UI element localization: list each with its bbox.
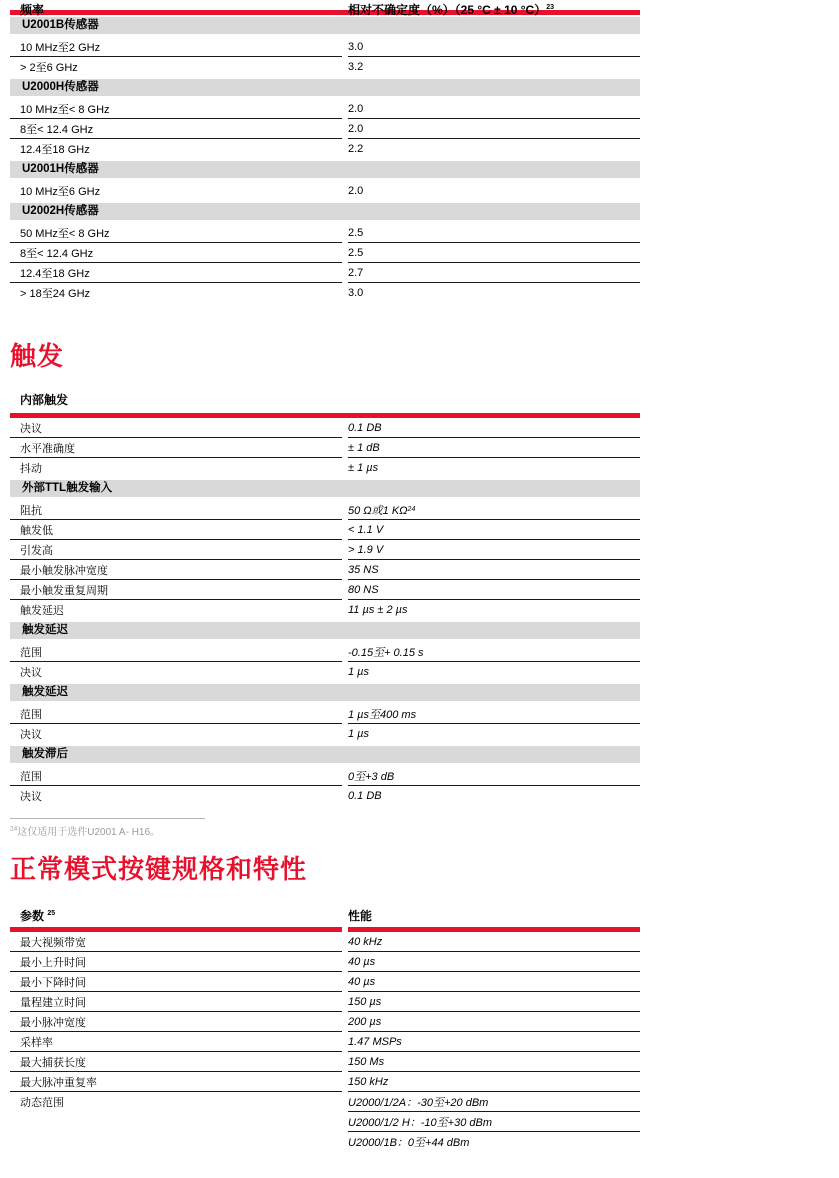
param-value: 3.0 bbox=[348, 37, 640, 57]
spec-row bbox=[10, 520, 640, 540]
spec-row bbox=[10, 1012, 640, 1032]
param-value: 1 µs bbox=[348, 728, 370, 740]
spec-row bbox=[10, 139, 640, 159]
spec-row bbox=[10, 766, 640, 786]
param-label: 范围 bbox=[10, 766, 342, 786]
param-value: 2.0 bbox=[348, 119, 640, 139]
footnote-ref-23: 23 bbox=[546, 4, 555, 11]
spec-row bbox=[10, 263, 640, 283]
freq-column-header: 频率 bbox=[20, 3, 45, 17]
param-label: > 18至24 GHz bbox=[20, 288, 91, 300]
spec-row bbox=[10, 600, 640, 620]
param-label: 最小触发重复周期 bbox=[10, 580, 342, 600]
uncertainty-column-header: 相对不确定度（%）（25 °C ± 10 °C）$^{23}$ bbox=[348, 3, 555, 17]
param-label bbox=[10, 1132, 342, 1152]
param-label: 最大捕获长度 bbox=[10, 1052, 342, 1072]
spec-row bbox=[10, 932, 640, 952]
spec-row bbox=[10, 972, 640, 992]
performance-column-header: 性能 bbox=[348, 909, 373, 923]
internal-trigger-subheader: 内部触发 bbox=[20, 393, 69, 407]
param-value: U2000/1/2A：-30至+20 dBm bbox=[348, 1092, 640, 1112]
param-label: 12.4至18 GHz bbox=[10, 263, 342, 283]
param-label: 最大脉冲重复率 bbox=[10, 1072, 342, 1092]
normal-mode-table-body bbox=[10, 932, 640, 1152]
section-band: 触发延迟 bbox=[10, 684, 640, 701]
param-value: 2.7 bbox=[348, 263, 640, 283]
param-label: 10 MHz至6 GHz bbox=[20, 186, 101, 198]
param-label: 抖动 bbox=[20, 463, 42, 475]
param-label: 决议 bbox=[20, 791, 42, 803]
spec-row bbox=[10, 243, 640, 263]
param-value: 0至+3 dB bbox=[348, 766, 640, 786]
param-label: 量程建立时间 bbox=[10, 992, 342, 1012]
param-value: 50 Ω或1 KΩ 24 bbox=[348, 500, 640, 520]
spec-row bbox=[10, 786, 640, 806]
spec-row bbox=[10, 458, 640, 478]
spec-row bbox=[10, 37, 640, 57]
param-value: 3.2 bbox=[348, 61, 364, 73]
param-value: < 1.1 V bbox=[348, 520, 640, 540]
param-value: 11 µs ± 2 µs bbox=[348, 604, 408, 616]
param-value: 2.5 bbox=[348, 243, 640, 263]
footnote-divider bbox=[10, 818, 205, 819]
footnote-24: $^{24}$这仅适用于选件U2001 A- H16。 bbox=[10, 825, 161, 838]
spec-row bbox=[10, 99, 640, 119]
spec-row bbox=[10, 724, 640, 744]
param-label: 引发高 bbox=[10, 540, 342, 560]
param-label: 最小下降时间 bbox=[10, 972, 342, 992]
section-band: 触发滞后 bbox=[10, 746, 640, 763]
param-value: 1 µs bbox=[348, 666, 370, 678]
spec-row bbox=[10, 580, 640, 600]
param-label: 决议 bbox=[10, 418, 342, 438]
spec-row bbox=[10, 1072, 640, 1092]
footnote-ref-25: 25 bbox=[47, 910, 56, 917]
param-label: 最小上升时间 bbox=[10, 952, 342, 972]
spec-row bbox=[10, 1092, 640, 1112]
param-label: 触发延迟 bbox=[20, 605, 64, 617]
spec-row bbox=[10, 704, 640, 724]
spec-row bbox=[10, 1132, 640, 1152]
spec-row bbox=[10, 500, 640, 520]
spec-row bbox=[10, 540, 640, 560]
frequency-uncertainty-table bbox=[10, 10, 640, 303]
param-label: 范围 bbox=[10, 704, 342, 724]
param-label: 决议 bbox=[20, 729, 42, 741]
param-label: 范围 bbox=[10, 642, 342, 662]
param-value: 200 µs bbox=[348, 1012, 640, 1032]
param-value: 35 NS bbox=[348, 560, 640, 580]
param-label: 最小触发脉冲宽度 bbox=[10, 560, 342, 580]
param-value: 150 Ms bbox=[348, 1052, 640, 1072]
trigger-spec-table bbox=[10, 413, 640, 806]
section-band: 外部TTL触发输入 bbox=[10, 480, 640, 497]
param-value: 1.47 MSPs bbox=[348, 1032, 640, 1052]
trigger-section-title: 触发 bbox=[10, 341, 65, 371]
param-value: > 1.9 V bbox=[348, 540, 640, 560]
spec-row bbox=[10, 223, 640, 243]
param-value: ± 1 µs bbox=[348, 462, 379, 474]
normal-mode-section-title: 正常模式按键规格和特性 bbox=[10, 854, 308, 884]
freq-table-header-row bbox=[10, 1, 640, 19]
param-label: 50 MHz至< 8 GHz bbox=[10, 223, 342, 243]
section-band: U2001H传感器 bbox=[10, 161, 640, 178]
param-label: 动态范围 bbox=[20, 1097, 64, 1109]
param-value: 150 µs bbox=[348, 992, 640, 1012]
param-label: 水平准确度 bbox=[10, 438, 342, 458]
spec-row bbox=[10, 642, 640, 662]
param-value: 0.1 DB bbox=[348, 418, 640, 438]
param-label: 最小脉冲宽度 bbox=[10, 1012, 342, 1032]
param-label: 决议 bbox=[20, 667, 42, 679]
param-value: U2000/1/2 H：-10至+30 dBm bbox=[348, 1112, 640, 1132]
spec-row bbox=[10, 560, 640, 580]
spec-row bbox=[10, 992, 640, 1012]
normal-mode-spec-table bbox=[10, 927, 640, 1152]
normal-mode-header-row bbox=[10, 908, 640, 924]
param-value: 40 kHz bbox=[348, 932, 640, 952]
trigger-table-body bbox=[10, 418, 640, 806]
spec-row bbox=[10, 1052, 640, 1072]
param-value: 3.0 bbox=[348, 287, 364, 299]
param-value: -0.15至+ 0.15 s bbox=[348, 642, 640, 662]
spec-row bbox=[10, 283, 640, 303]
spec-row bbox=[10, 438, 640, 458]
param-value: 40 µs bbox=[348, 972, 640, 992]
param-label: 最大视频带宽 bbox=[10, 932, 342, 952]
spec-row bbox=[10, 119, 640, 139]
spec-row bbox=[10, 952, 640, 972]
param-label: 触发低 bbox=[10, 520, 342, 540]
spec-row bbox=[10, 181, 640, 201]
param-value: 0.1 DB bbox=[348, 790, 382, 802]
param-value: 40 µs bbox=[348, 952, 640, 972]
spec-row bbox=[10, 1032, 640, 1052]
section-band: U2002H传感器 bbox=[10, 203, 640, 220]
param-label: 8至< 12.4 GHz bbox=[10, 119, 342, 139]
datasheet-page bbox=[0, 3, 839, 1178]
param-value: 150 kHz bbox=[348, 1072, 640, 1092]
spec-row bbox=[10, 662, 640, 682]
section-band: U2000H传感器 bbox=[10, 79, 640, 96]
param-label: 阻抗 bbox=[10, 500, 342, 520]
param-label: > 2至6 GHz bbox=[20, 62, 78, 74]
section-band: U2001B传感器 bbox=[10, 17, 640, 34]
param-value: 2.0 bbox=[348, 99, 640, 119]
section-band: 触发延迟 bbox=[10, 622, 640, 639]
param-label: 12.4至18 GHz bbox=[20, 144, 90, 156]
spec-row bbox=[10, 1112, 640, 1132]
param-label: 采样率 bbox=[10, 1032, 342, 1052]
parameter-column-header: 参数 $^{25}$ bbox=[20, 909, 56, 923]
param-value: ± 1 dB bbox=[348, 438, 640, 458]
param-label: 10 MHz至2 GHz bbox=[10, 37, 342, 57]
param-value: U2000/1B：0至+44 dBm bbox=[348, 1137, 470, 1149]
param-value: 1 µs至400 ms bbox=[348, 704, 640, 724]
param-value: 2.0 bbox=[348, 185, 364, 197]
param-value: 2.5 bbox=[348, 223, 640, 243]
param-label: 8至< 12.4 GHz bbox=[10, 243, 342, 263]
param-value: 2.2 bbox=[348, 143, 364, 155]
spec-row bbox=[10, 57, 640, 77]
param-value: 80 NS bbox=[348, 580, 640, 600]
param-label bbox=[10, 1112, 342, 1132]
param-label: 10 MHz至< 8 GHz bbox=[10, 99, 342, 119]
spec-row bbox=[10, 418, 640, 438]
frequency-table-body bbox=[10, 17, 640, 303]
